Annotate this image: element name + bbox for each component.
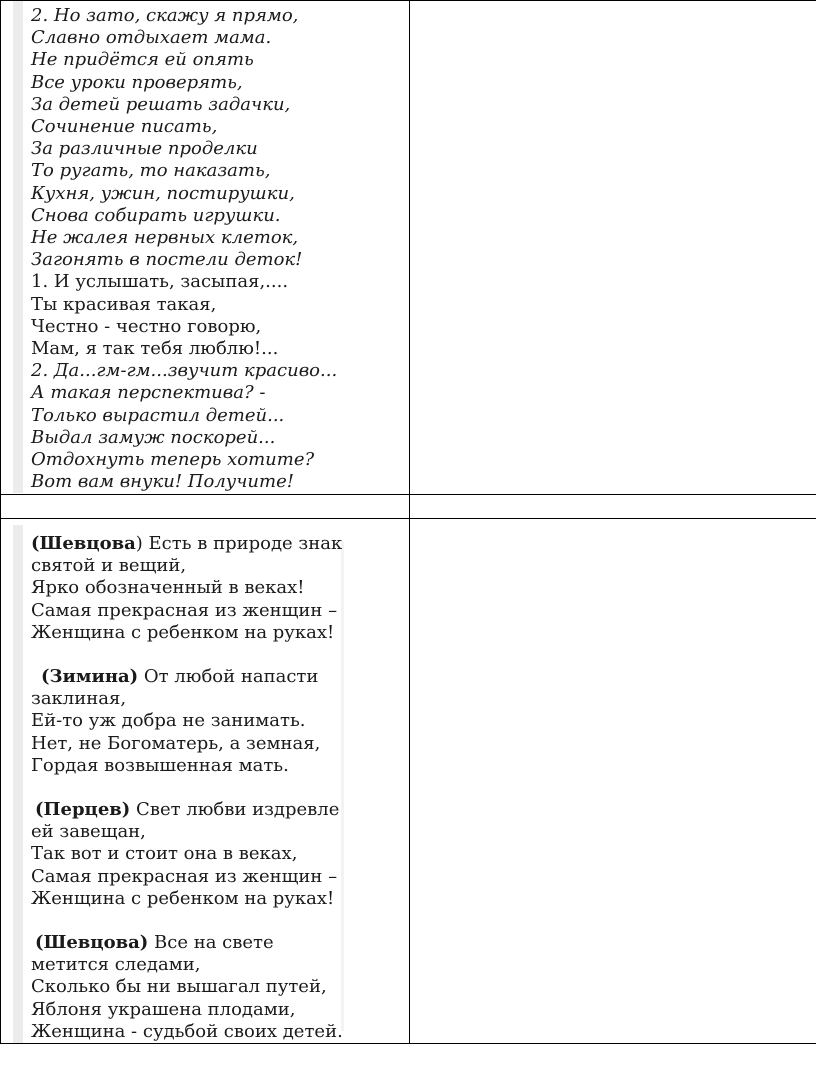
- verse-line: ей завещан,: [31, 821, 146, 843]
- verse-line: Сколько бы ни вышагал путей,: [31, 976, 327, 998]
- verse-line: Славно отдыхает мама.: [31, 27, 272, 49]
- verse-line: Мам, я так тебя люблю!...: [31, 338, 279, 360]
- verse-line: Так вот и стоит она в веках,: [31, 843, 298, 865]
- verse-line: За детей решать задачки,: [31, 93, 291, 115]
- speaker-name-close: ): [135, 533, 143, 554]
- verse-line: Только вырастил детей...: [31, 404, 285, 426]
- speaker-name: (Перцев): [35, 799, 131, 821]
- verse-line: Женщина с ребенком на руках!: [31, 887, 335, 909]
- stanza-first-line: (Перцев) Свет любви издревле: [35, 799, 340, 821]
- stanza-first-line: (Зимина) От любой напасти: [41, 666, 319, 688]
- verse-line: заклиная,: [31, 688, 127, 710]
- stanza-first-line: (Шевцова) Есть в природе знак: [31, 533, 343, 554]
- empty-cell: [1, 495, 410, 519]
- table-row: [1, 519, 816, 1044]
- verse-line: святой и вещий,: [31, 555, 187, 577]
- verse-line: Не жалея нервных клеток,: [31, 227, 299, 249]
- poem-cell-top: [1, 1, 410, 495]
- verse-line: 2. Но зато, скажу я прямо,: [31, 5, 299, 26]
- verse-line: метится следами,: [31, 954, 201, 976]
- table-row: [1, 1, 816, 495]
- verse-line: Ты красивая такая,: [31, 293, 217, 315]
- verse-line: Женщина с ребенком на руках!: [31, 621, 335, 643]
- speaker-name: (Шевцова: [31, 533, 136, 554]
- verse-line: Не придётся ей опять: [31, 49, 254, 71]
- verse-line: Женщина - судьбой своих детей.: [31, 1020, 343, 1042]
- verse-line: За различные проделки: [31, 138, 258, 160]
- empty-cell: [410, 519, 816, 1044]
- verse-line: Самая прекрасная из женщин –: [31, 599, 338, 621]
- verse-line: Все уроки проверять,: [31, 71, 243, 93]
- speaker-name: (Зимина): [41, 666, 139, 688]
- quote-bar: [13, 1, 23, 493]
- verse-line: То ругать, то наказать,: [31, 160, 271, 182]
- stanza-first-line: (Шевцова) Все на свете: [35, 932, 274, 954]
- verse-line: 1. И услышать, засыпая,....: [31, 271, 289, 293]
- verse-line: Гордая возвышенная мать.: [31, 754, 289, 776]
- stanza-gap: [31, 777, 409, 799]
- verse-line: Снова собирать игрушки.: [31, 204, 281, 226]
- verse-line: Отдохнуть теперь хотите?: [31, 449, 315, 471]
- verse-line: Кухня, ужин, постирушки,: [31, 182, 295, 204]
- verse-line: Нет, не Богоматерь, а земная,: [31, 732, 321, 754]
- verse-line: 2. Да...гм-гм...звучит красиво...: [31, 360, 338, 382]
- verse-line: Загонять в постели деток!: [31, 249, 303, 271]
- verse-block-top: [1, 1, 409, 493]
- table-row: [1, 495, 816, 519]
- empty-cell: [410, 1, 816, 495]
- verse-line: Выдал замуж поскорей...: [31, 426, 276, 448]
- stanza-gap: [31, 644, 409, 666]
- stanza-gap: [31, 910, 409, 932]
- verse-line: Самая прекрасная из женщин –: [31, 865, 338, 887]
- verse-line: Ярко обозначенный в веках!: [31, 577, 305, 599]
- quote-bar: [13, 525, 23, 1043]
- verse-line: А такая перспектива? -: [31, 382, 266, 404]
- empty-cell: [410, 495, 816, 519]
- verse-block-bottom: [1, 519, 409, 1043]
- verse-line: Ей-то уж добра не занимать.: [31, 710, 306, 732]
- verse-line: Яблоня украшена плодами,: [31, 998, 296, 1020]
- verse-line: Сочинение писать,: [31, 116, 218, 138]
- speaker-name: (Шевцова): [35, 932, 149, 954]
- verse-line: Вот вам внуки! Получите!: [31, 471, 294, 493]
- poem-cell-bottom: [1, 519, 410, 1044]
- verse-line: Честно - честно говорю,: [31, 315, 262, 337]
